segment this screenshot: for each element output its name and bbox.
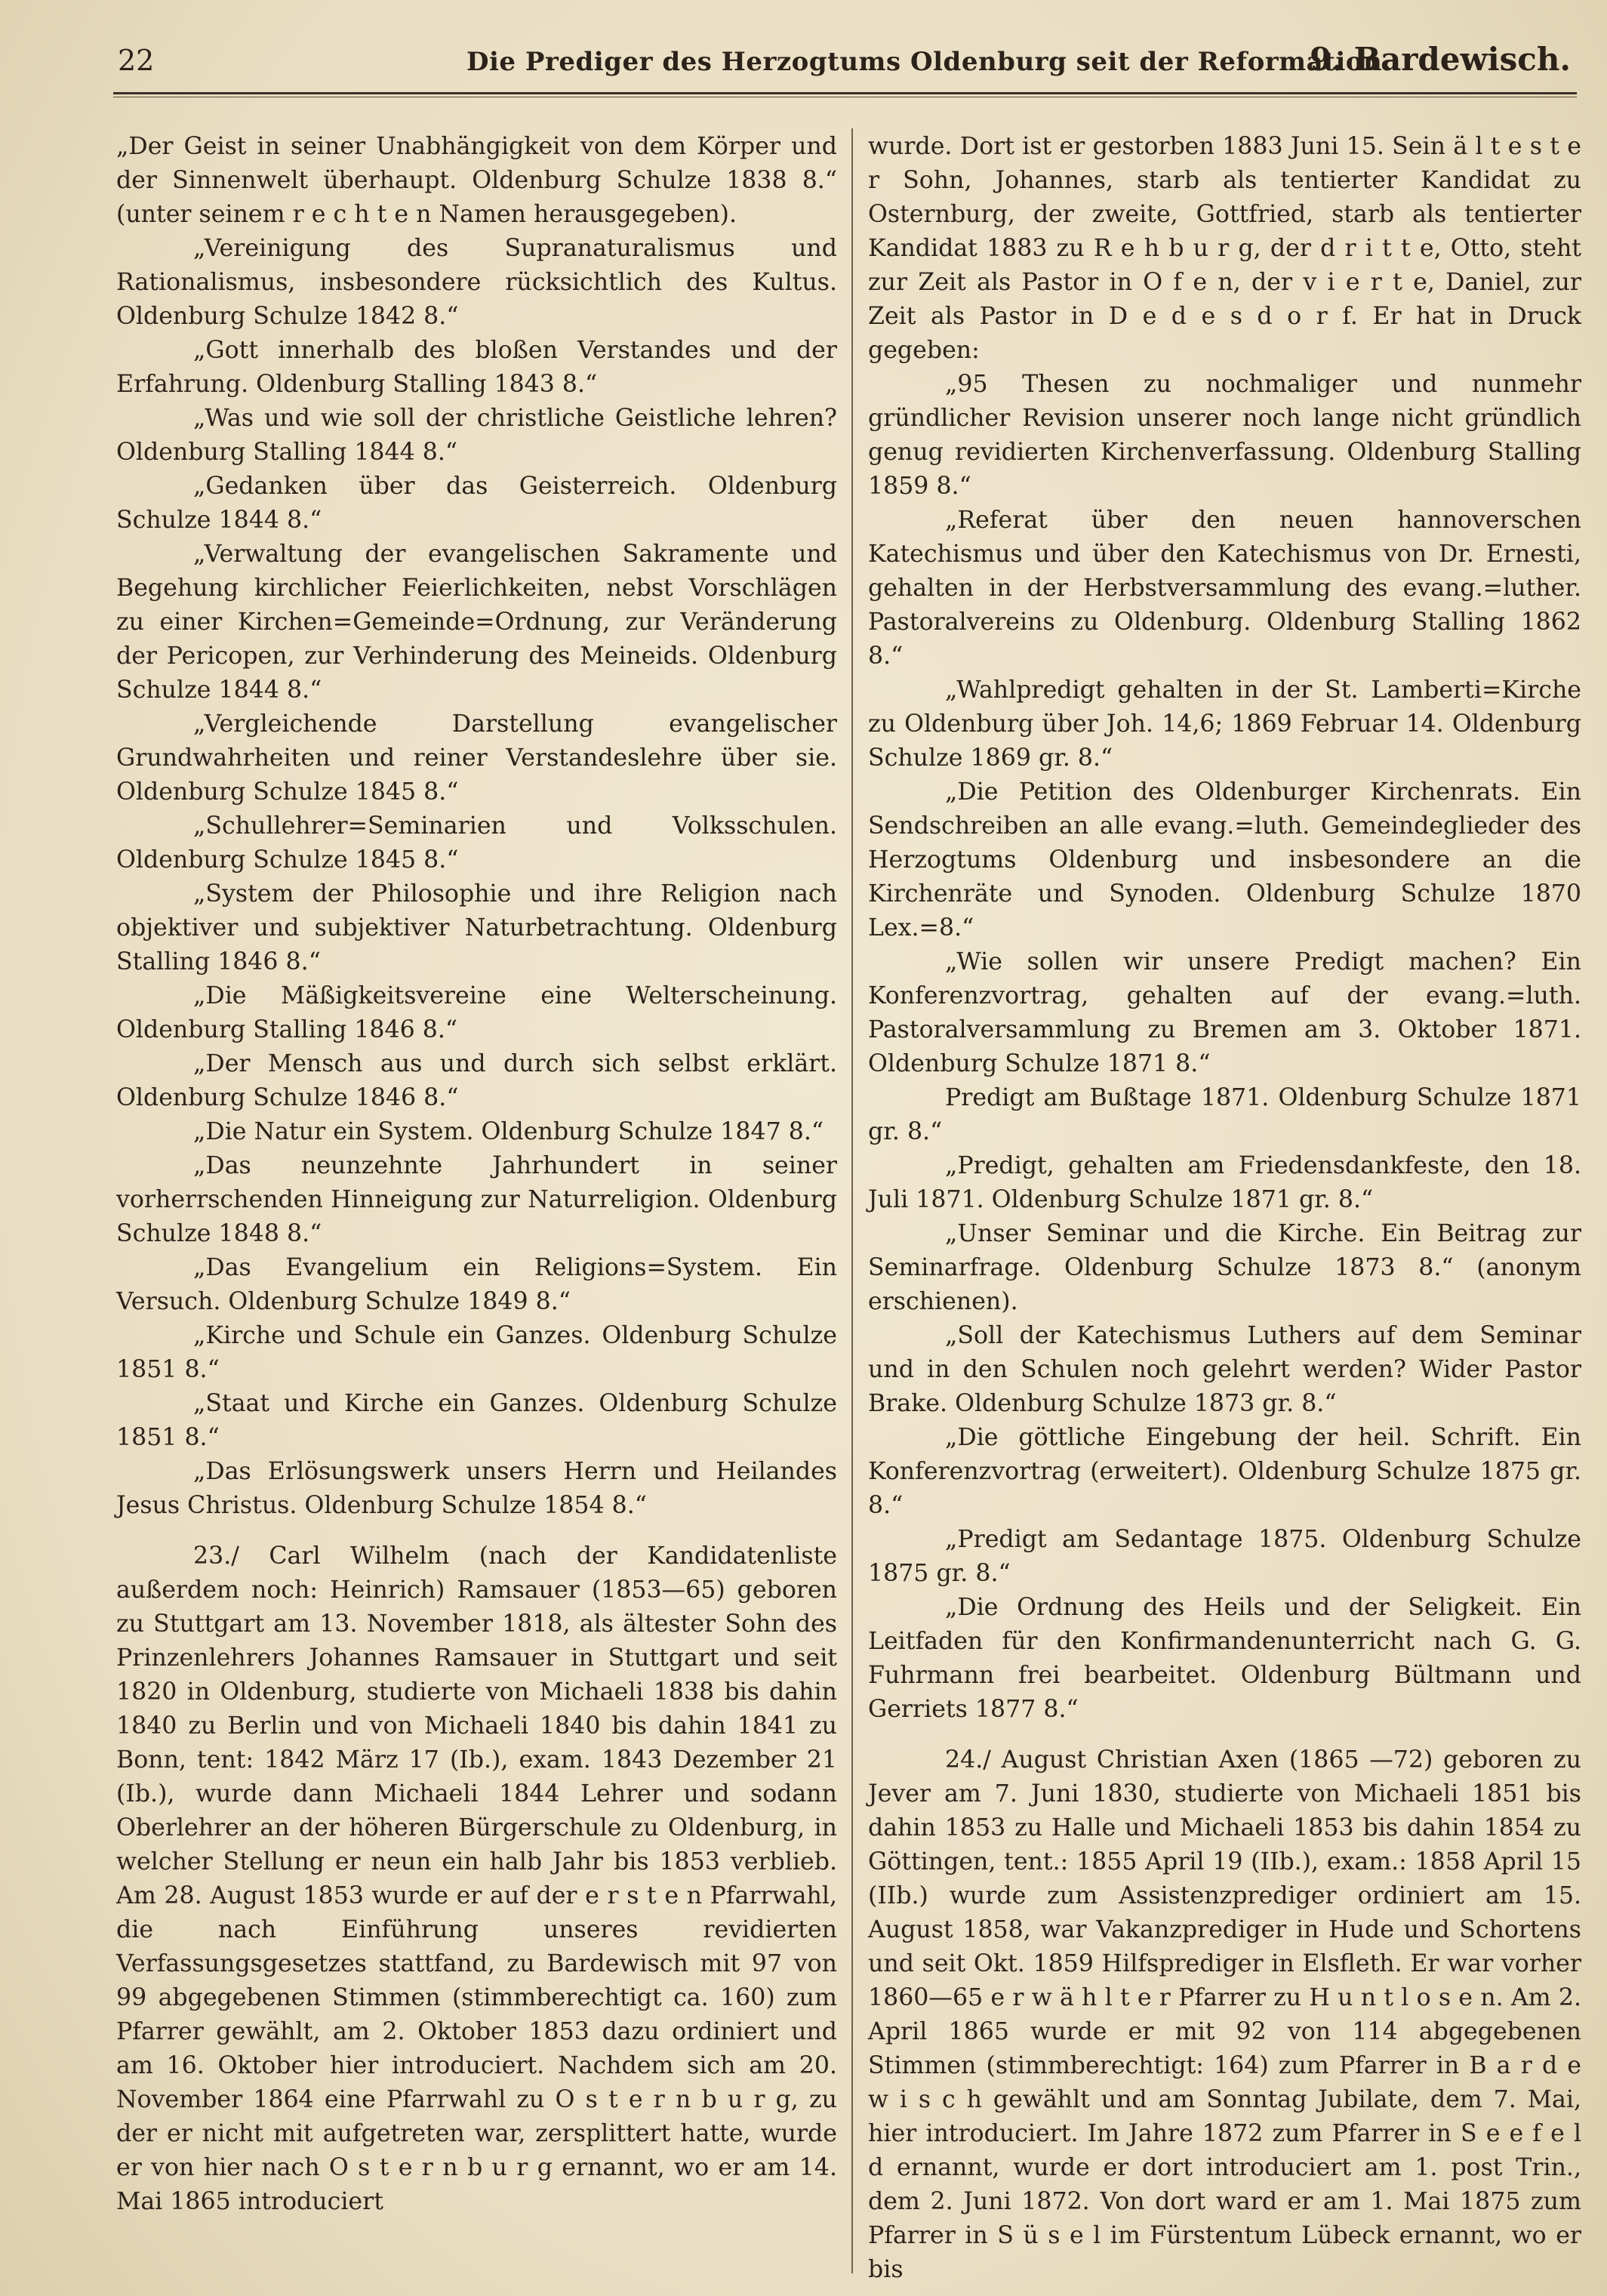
- bibliography-item: „Gedanken über das Geisterreich. Oldenburg Schulze 1844 8.“: [116, 473, 837, 534]
- bibliography-item: „Gott innerhalb des bloßen Verstandes und der Erfahrung. Oldenburg Stalling 1843 8.“: [116, 337, 837, 398]
- bibliography-item: „95 Thesen zu nochmaliger und nunmehr gründlicher Revision unserer noch lange nicht gründlich genug revidierten Kirchenverfassung. Oldenburg Stalling 1859 8.“: [868, 371, 1581, 500]
- left-column: [116, 130, 837, 2219]
- bibliography-item: „Referat über den neuen hannoverschen Katechismus und über den Katechismus von Dr. Ernesti, gehalten in der Herbstversammlung des evang.=luther. Pastoralvereins zu Oldenburg. Oldenburg Stalling 1862 8.“: [868, 507, 1581, 670]
- bibliography-item: Predigt am Bußtage 1871. Oldenburg Schulze 1871 gr. 8.“: [868, 1084, 1581, 1145]
- right-column: [868, 130, 1581, 2287]
- biography-entry: 23./ Carl Wilhelm (nach der Kandidatenliste außerdem noch: Heinrich) Ramsauer (1853—65) geboren zu Stuttgart am 13. November 1818, als ältester Sohn des Prinzenlehrers Johannes Ramsauer in Stuttgart und seit 1820 in Oldenburg, studierte von Michaeli 1838 bis dahin 1840 zu Berlin und von Michaeli 1840 bis dahin 1841 zu Bonn, tent: 1842 März 17 (Ib.), exam. 1843 Dezember 21 (Ib.), wurde dann Michaeli 1844 Lehrer und sodann Oberlehrer an der höheren Bürgerschule zu Oldenburg, in welcher Stellung er neun ein halb Jahr bis 1853 verblieb. Am 28. August 1853 wurde er auf der e r s t e n Pfarrwahl, die nach Einführung unseres revidierten Verfassungsgesetzes stattfand, zu Bardewisch mit 97 von 99 abgegebenen Stimmen (stimmberechtigt ca. 160) zum Pfarrer gewählt, am 2. Oktober 1853 dazu ordiniert und am 16. Oktober hier introduciert. Nachdem sich am 20. November 1864 eine Pfarrwahl zu O s t e r n b u r g, zu der er nicht mit aufgetreten war, zersplittert hatte, wurde er von hier nach O s t e r n b u r g ernannt, wo er am 14. Mai 1865 introduciert: [116, 1542, 837, 2215]
- bibliography-item: „Verwaltung der evangelischen Sakramente und Begehung kirchlicher Feierlichkeiten, nebst Vorschlägen zu einer Kirchen=Gemeinde=Ordnung, zur Veränderung der Pericopen, zur Verhinderung des Meineids. Oldenburg Schulze 1844 8.“: [116, 541, 837, 704]
- biography-entry: 24./ August Christian Axen (1865 —72) geboren zu Jever am 7. Juni 1830, studierte von Michaeli 1851 bis dahin 1853 zu Halle und Michaeli 1853 bis dahin 1854 zu Göttingen, tent.: 1855 April 19 (IIb.), exam.: 1858 April 15 (IIb.) wurde zum Assistenzprediger ordiniert am 15. August 1858, war Vakanzprediger in Hude und Schortens und seit Okt. 1859 Hilfsprediger in Elsfleth. Er war vorher 1860—65 e r w ä h l t e r Pfarrer zu H u n t l o s e n. Am 2. April 1865 wurde er mit 92 von 114 abgegebenen Stimmen (stimmberechtigt: 164) zum Pfarrer in B a r d e w i s c h gewählt und am Sonntag Jubilate, dem 7. Mai, hier introduciert. Im Jahre 1872 zum Pfarrer in S e e f e l d ernannt, wurde er dort introduciert am 1. post Trin., dem 2. Juni 1872. Von dort ward er am 1. Mai 1875 zum Pfarrer in S ü s e l im Fürstentum Lübeck ernannt, wo er bis: [868, 1746, 1581, 2283]
- bibliography-item: „Das Erlösungswerk unsers Herrn und Heilandes Jesus Christus. Oldenburg Schulze 1854 8.“: [116, 1458, 837, 1519]
- continued-paragraph: „Der Geist in seiner Unabhängigkeit von dem Körper und der Sinnenwelt überhaupt. Oldenburg Schulze 1838 8.“ (unter seinem r e c h t e n Namen herausgegeben).: [116, 133, 837, 228]
- section-place-heading: 9. Bardewisch.: [1310, 41, 1571, 78]
- bibliography-item: „Die Ordnung des Heils und der Seligkeit. Ein Leitfaden für den Konfirmandenunterricht nach G. G. Fuhrmann frei bearbeitet. Oldenburg Bültmann und Gerriets 1877 8.“: [868, 1594, 1581, 1723]
- bibliography-item: „Schullehrer=Seminarien und Volksschulen. Oldenburg Schulze 1845 8.“: [116, 812, 837, 874]
- column-divider: [851, 128, 853, 2273]
- bibliography-item: „Der Mensch aus und durch sich selbst erklärt. Oldenburg Schulze 1846 8.“: [116, 1050, 837, 1111]
- bibliography-item: „Das Evangelium ein Religions=System. Ein Versuch. Oldenburg Schulze 1849 8.“: [116, 1254, 837, 1315]
- page-number: 22: [118, 44, 155, 77]
- bibliography-item: „Soll der Katechismus Luthers auf dem Seminar und in den Schulen noch gelehrt werden? Wider Pastor Brake. Oldenburg Schulze 1873 gr. 8.“: [868, 1322, 1581, 1417]
- bibliography-item: „Staat und Kirche ein Ganzes. Oldenburg Schulze 1851 8.“: [116, 1390, 837, 1451]
- bibliography-item: „Die Mäßigkeitsvereine eine Welterscheinung. Oldenburg Stalling 1846 8.“: [116, 982, 837, 1043]
- bibliography-item: „Die göttliche Eingebung der heil. Schrift. Ein Konferenzvortrag (erweitert). Oldenburg Schulze 1875 gr. 8.“: [868, 1424, 1581, 1519]
- bibliography-item: „Wahlpredigt gehalten in der St. Lamberti=Kirche zu Oldenburg über Joh. 14,6; 1869 Februar 14. Oldenburg Schulze 1869 gr. 8.“: [868, 676, 1581, 772]
- running-title: Die Prediger des Herzogtums Oldenburg seit der Reformation.: [466, 47, 1392, 77]
- bibliography-item: „Die Petition des Oldenburger Kirchenrats. Ein Sendschreiben an alle evang.=luth. Gemeindeglieder des Herzogtums Oldenburg und insbesondere an die Kirchenräte und Synoden. Oldenburg Schulze 1870 Lex.=8.“: [868, 778, 1581, 942]
- bibliography-item: „Vereinigung des Supranaturalismus und Rationalismus, insbesondere rücksichtlich des Kultus. Oldenburg Schulze 1842 8.“: [116, 235, 837, 330]
- bibliography-item: „Predigt, gehalten am Friedensdankfeste, den 18. Juli 1871. Oldenburg Schulze 1871 gr. 8.“: [868, 1152, 1581, 1213]
- bibliography-item: „System der Philosophie und ihre Religion nach objektiver und subjektiver Naturbetrachtung. Oldenburg Stalling 1846 8.“: [116, 880, 837, 975]
- bibliography-item: „Das neunzehnte Jahrhundert in seiner vorherrschenden Hinneigung zur Naturreligion. Oldenburg Schulze 1848 8.“: [116, 1152, 837, 1247]
- bibliography-item: „Was und wie soll der christliche Geistliche lehren? Oldenburg Stalling 1844 8.“: [116, 405, 837, 466]
- bibliography-item: „Predigt am Sedantage 1875. Oldenburg Schulze 1875 gr. 8.“: [868, 1526, 1581, 1587]
- bibliography-item: „Die Natur ein System. Oldenburg Schulze 1847 8.“: [193, 1118, 824, 1145]
- running-header: [113, 39, 1577, 94]
- continued-paragraph: wurde. Dort ist er gestorben 1883 Juni 15. Sein ä l t e s t e r Sohn, Johannes, starb als tentierter Kandidat zu Osternburg, der zweite, Gottfried, starb als tentierter Kandidat 1883 zu R e h b u r g, der d r i t t e, Otto, steht zur Zeit als Pastor in O f e n, der v i e r t e, Daniel, zur Zeit als Pastor in D e d e s d o r f. Er hat in Druck gegeben:: [868, 133, 1581, 364]
- bibliography-item: „Unser Seminar und die Kirche. Ein Beitrag zur Seminarfrage. Oldenburg Schulze 1873 8.“ (anonym erschienen).: [868, 1220, 1581, 1315]
- bibliography-item: „Wie sollen wir unsere Predigt machen? Ein Konferenzvortrag, gehalten auf der evang.=luth. Pastoralversammlung zu Bremen am 3. Oktober 1871. Oldenburg Schulze 1871 8.“: [868, 948, 1581, 1077]
- bibliography-item: „Kirche und Schule ein Ganzes. Oldenburg Schulze 1851 8.“: [116, 1322, 837, 1383]
- bibliography-item: „Vergleichende Darstellung evangelischer Grundwahrheiten und reiner Verstandeslehre über sie. Oldenburg Schulze 1845 8.“: [116, 710, 837, 806]
